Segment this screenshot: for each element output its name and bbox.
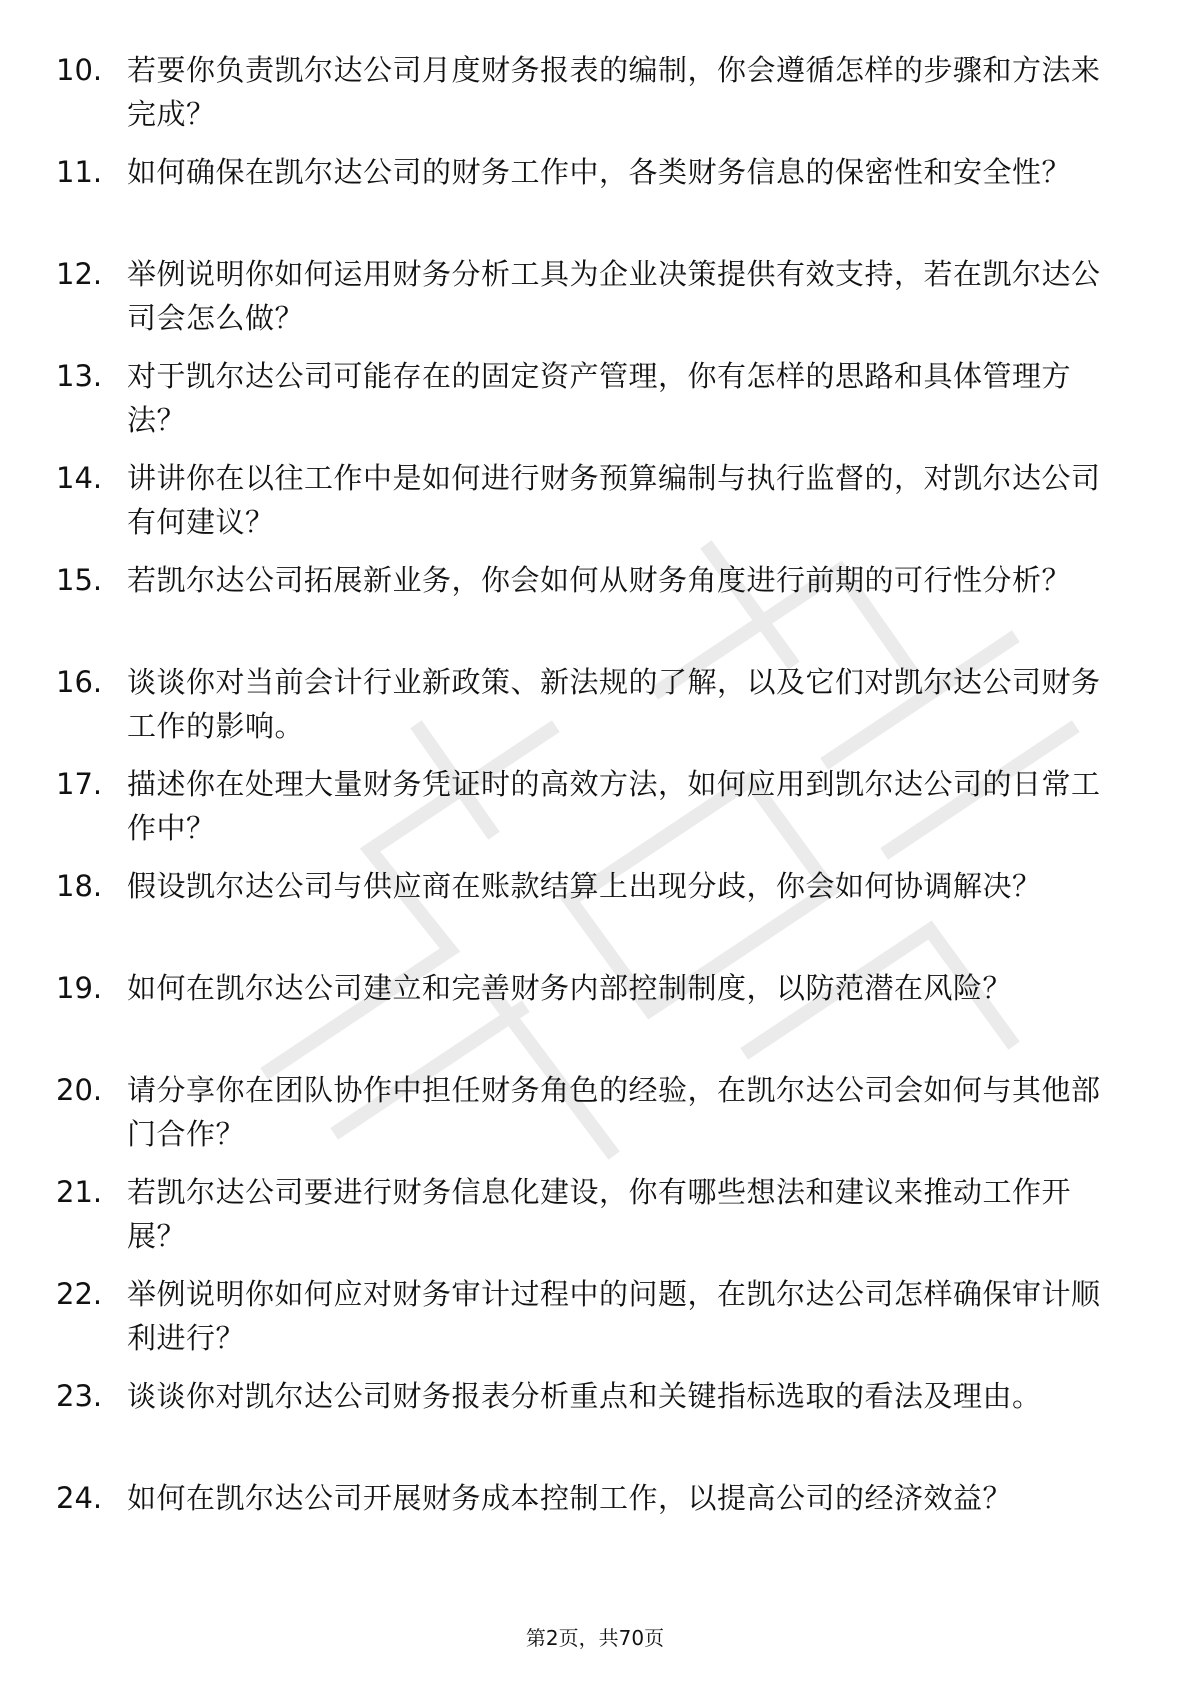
list-item	[0, 762, 1190, 864]
list-item	[0, 1068, 1190, 1170]
question-text: 讲讲你在以往工作中是如何进行财务预算编制与执行监督的，对凯尔达公司有何建议？	[127, 461, 1101, 539]
question-text: 举例说明你如何应对财务审计过程中的问题，在凯尔达公司怎样确保审计顺利进行？	[127, 1277, 1101, 1355]
question-number: 15.	[56, 563, 103, 597]
question-number: 21.	[56, 1175, 103, 1209]
list-item	[0, 456, 1190, 558]
question-number: 13.	[56, 359, 103, 393]
list-item	[0, 252, 1190, 354]
question-text: 描述你在处理大量财务凭证时的高效方法，如何应用到凯尔达公司的日常工作中？	[127, 767, 1101, 845]
list-item	[0, 1170, 1190, 1272]
question-text: 谈谈你对凯尔达公司财务报表分析重点和关键指标选取的看法及理由。	[127, 1379, 1042, 1413]
question-number: 18.	[56, 869, 103, 903]
question-number: 12.	[56, 257, 103, 291]
question-number: 24.	[56, 1481, 103, 1515]
question-text: 对于凯尔达公司可能存在的固定资产管理，你有怎样的思路和具体管理方法？	[127, 359, 1072, 437]
question-number: 23.	[56, 1379, 103, 1413]
question-number: 14.	[56, 461, 103, 495]
list-item	[0, 966, 1190, 1068]
list-item	[0, 864, 1190, 966]
list-item	[0, 1272, 1190, 1374]
question-number: 11.	[56, 155, 103, 189]
question-text: 如何在凯尔达公司建立和完善财务内部控制制度，以防范潜在风险？	[127, 971, 1013, 1005]
question-list	[0, 48, 1190, 1578]
question-number: 16.	[56, 665, 103, 699]
question-text: 如何在凯尔达公司开展财务成本控制工作，以提高公司的经济效益？	[127, 1481, 1013, 1515]
list-item	[0, 150, 1190, 252]
list-item	[0, 354, 1190, 456]
list-item	[0, 558, 1190, 660]
question-number: 17.	[56, 767, 103, 801]
list-item	[0, 1476, 1190, 1578]
question-number: 22.	[56, 1277, 103, 1311]
list-item	[0, 660, 1190, 762]
question-number: 20.	[56, 1073, 103, 1107]
question-text: 假设凯尔达公司与供应商在账款结算上出现分歧，你会如何协调解决？	[127, 869, 1042, 903]
list-item	[0, 48, 1190, 150]
question-text: 如何确保在凯尔达公司的财务工作中，各类财务信息的保密性和安全性？	[127, 155, 1072, 189]
list-item	[0, 1374, 1190, 1476]
question-text: 若凯尔达公司拓展新业务，你会如何从财务角度进行前期的可行性分析？	[127, 563, 1072, 597]
question-text: 若要你负责凯尔达公司月度财务报表的编制，你会遵循怎样的步骤和方法来完成？	[127, 53, 1101, 131]
question-text: 谈谈你对当前会计行业新政策、新法规的了解，以及它们对凯尔达公司财务工作的影响。	[127, 665, 1101, 743]
question-text: 请分享你在团队协作中担任财务角色的经验，在凯尔达公司会如何与其他部门合作？	[127, 1073, 1101, 1151]
question-text: 举例说明你如何运用财务分析工具为企业决策提供有效支持，若在凯尔达公司会怎么做？	[127, 257, 1101, 335]
question-text: 若凯尔达公司要进行财务信息化建设，你有哪些想法和建议来推动工作开展？	[127, 1175, 1072, 1253]
page-footer: 第2页，共70页	[525, 1626, 665, 1650]
question-number: 10.	[56, 53, 103, 87]
question-number: 19.	[56, 971, 103, 1005]
